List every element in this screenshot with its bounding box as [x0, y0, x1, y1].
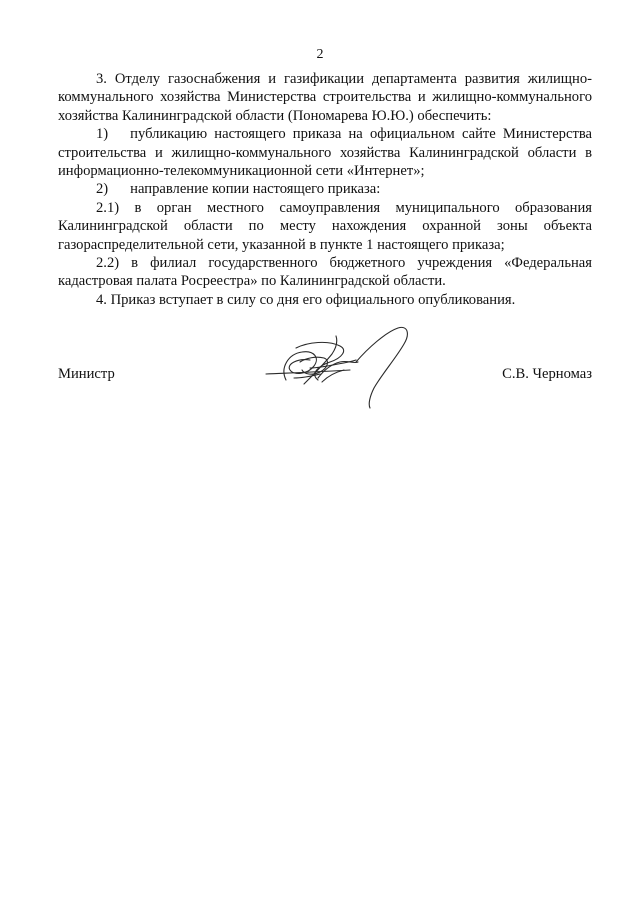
- list-item-2-text: направление копии настоящего приказа:: [130, 181, 381, 198]
- paragraph-4: 4. Приказ вступает в силу со дня его официального опубликования.: [96, 291, 516, 308]
- signature-block: [58, 366, 592, 386]
- page-number: 2: [316, 47, 324, 62]
- paragraph-3: 3. Отделу газоснабжения и газификации департамента развития жилищно-коммунального хозяйства Министерства строительства и жилищно-коммунального хозяйства Калининградской области (Пономарева Ю.Ю.) обеспечить:: [58, 71, 592, 124]
- list-item-1: [58, 125, 592, 180]
- sub-item-2-2: 2.2) в филиал государственного бюджетного учреждения «Федеральная кадастровая палата Росреестра» по Калининградской области.: [58, 255, 592, 290]
- signatory-name: С.В. Черномаз: [502, 366, 592, 382]
- signatory-title: Министр: [58, 366, 115, 382]
- list-item-1-text: публикацию настоящего приказа на официальном сайте Министерства строительства и жилищно-коммунального хозяйства Калининградской области в информационно-телекоммуникационной сети «Интернет»;: [58, 126, 592, 180]
- document-body: [58, 70, 592, 309]
- list-item-2-number: 2): [96, 181, 109, 198]
- list-item-1-number: 1): [96, 126, 109, 143]
- handwritten-signature: [258, 318, 418, 410]
- sub-item-2-1: 2.1) в орган местного самоуправления муниципального образования Калининградской области по месту нахождения охранной зоны объекта газораспределительной сети, указанной в пункте 1 настоящего приказа;: [58, 199, 592, 253]
- list-item-2: [58, 180, 592, 198]
